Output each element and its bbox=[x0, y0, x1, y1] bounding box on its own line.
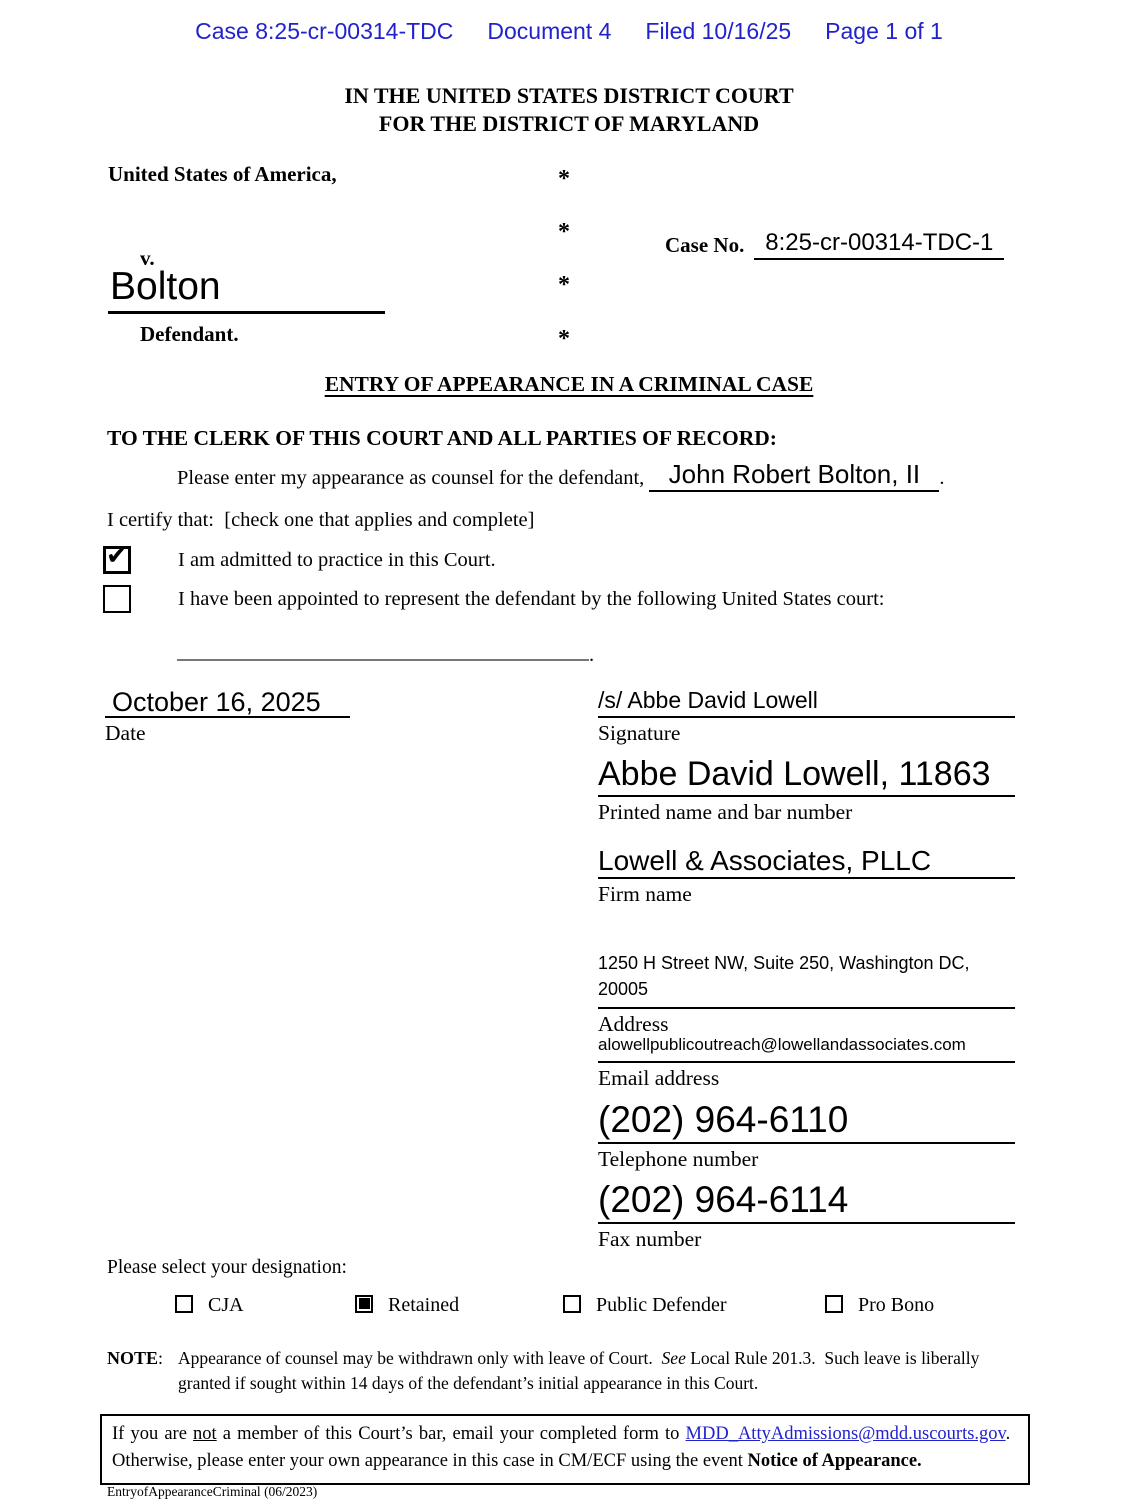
firm-name-field bbox=[598, 844, 1015, 907]
designation-option-retained bbox=[355, 1294, 459, 1317]
notice-of-appearance-bold: Notice of Appearance. bbox=[747, 1451, 922, 1471]
counsel-for-field: John Robert Bolton, II bbox=[649, 461, 939, 492]
address-label: Address bbox=[598, 1012, 669, 1036]
note-label: NOTE: bbox=[107, 1348, 164, 1368]
bar-membership-box bbox=[100, 1414, 1030, 1485]
salutation-line: TO THE CLERK OF THIS COURT AND ALL PARTIES OF RECORD: bbox=[107, 426, 777, 450]
stamp-filed-date: Filed 10/16/25 bbox=[645, 18, 792, 44]
bar-box-line2: Otherwise, please enter your own appearance in this case in CM/ECF using the event Notice of Appearance. bbox=[112, 1451, 922, 1471]
designation-prompt: Please select your designation: bbox=[107, 1257, 347, 1278]
caption-asterisk: * bbox=[558, 272, 570, 298]
firm-name-value: Lowell & Associates, PLLC bbox=[598, 844, 1015, 879]
retained-label: Retained bbox=[388, 1294, 460, 1316]
signature-value: /s/ Abbe David Lowell bbox=[598, 686, 1015, 718]
designation-option-public-defender bbox=[563, 1294, 727, 1317]
telephone-label: Telephone number bbox=[598, 1147, 759, 1171]
stamp-page-number: Page 1 of 1 bbox=[825, 18, 943, 44]
telephone-field bbox=[598, 1099, 1015, 1172]
court-heading bbox=[0, 82, 1138, 138]
designation-option-pro-bono bbox=[825, 1294, 934, 1317]
email-field bbox=[598, 1033, 1015, 1091]
certification-appointed-row bbox=[103, 585, 884, 613]
cja-checkbox bbox=[175, 1295, 193, 1313]
signature-label: Signature bbox=[598, 721, 681, 745]
blank-write-line bbox=[177, 641, 589, 661]
appearance-lead-text: Please enter my appearance as counsel for the defendant, bbox=[177, 467, 645, 489]
retained-checkbox bbox=[355, 1295, 373, 1313]
pro-bono-checkbox bbox=[825, 1295, 843, 1313]
date-label: Date bbox=[105, 721, 146, 745]
case-number-label: Case No. bbox=[665, 233, 745, 257]
fax-label: Fax number bbox=[598, 1227, 702, 1251]
public-defender-checkbox bbox=[563, 1295, 581, 1313]
certify-instruction: I certify that: [check one that applies and complete] bbox=[107, 509, 535, 531]
case-number-value: 8:25-cr-00314-TDC-1 bbox=[754, 230, 1004, 260]
sentence-period: . bbox=[939, 467, 945, 489]
date-field bbox=[105, 688, 350, 746]
defendant-name-field: Bolton bbox=[108, 262, 385, 314]
caption-asterisk: * bbox=[558, 326, 570, 352]
court-heading-line2: FOR THE DISTRICT OF MARYLAND bbox=[378, 111, 760, 136]
case-caption bbox=[105, 158, 1033, 362]
public-defender-label: Public Defender bbox=[596, 1294, 727, 1316]
designation-option-cja bbox=[175, 1294, 244, 1317]
printed-name-label: Printed name and bar number bbox=[598, 800, 853, 824]
blank-line-period: . bbox=[589, 644, 595, 666]
date-value: October 16, 2025 bbox=[105, 688, 350, 718]
stamp-document-number: Document 4 bbox=[487, 18, 612, 44]
bar-box-line1: If you are not a member of this Court’s bar, email your completed form to MDD_AttyAdmissions@mdd.uscourts.gov. bbox=[112, 1424, 1011, 1444]
admitted-checkbox bbox=[103, 541, 131, 574]
form-version-footer: EntryofAppearanceCriminal (06/2023) bbox=[107, 1484, 318, 1499]
note-paragraph bbox=[107, 1346, 1012, 1396]
email-label: Email address bbox=[598, 1066, 720, 1090]
versus-label: v. bbox=[140, 246, 155, 270]
signature-field bbox=[598, 686, 1015, 746]
check-icon: ✔ bbox=[106, 541, 128, 571]
pro-bono-label: Pro Bono bbox=[858, 1294, 935, 1316]
stamp-case-number: Case 8:25-cr-00314-TDC bbox=[195, 18, 454, 44]
ecf-header-stamp bbox=[0, 18, 1138, 45]
email-value: alowellpublicoutreach@lowellandassociates.com bbox=[598, 1033, 1015, 1063]
court-heading-line1: IN THE UNITED STATES DISTRICT COURT bbox=[344, 83, 794, 108]
defendant-label: Defendant. bbox=[140, 322, 239, 346]
printed-name-field bbox=[598, 754, 1015, 825]
admissions-email-link[interactable]: MDD_AttyAdmissions@mdd.uscourts.gov bbox=[685, 1424, 1006, 1444]
firm-name-label: Firm name bbox=[598, 882, 692, 906]
note-text: Appearance of counsel may be withdrawn only with leave of Court. See Local Rule 201.3. Such leave is liberally granted if sought within 14 days of the defendant’s initial appearance in this Court. bbox=[178, 1348, 980, 1393]
caption-asterisk: * bbox=[558, 219, 570, 245]
admitted-label: I am admitted to practice in this Court. bbox=[178, 549, 496, 571]
document-title: ENTRY OF APPEARANCE IN A CRIMINAL CASE bbox=[324, 372, 814, 396]
address-value: 1250 H Street NW, Suite 250, Washington DC, 20005 bbox=[598, 950, 1015, 1009]
plaintiff-name: United States of America, bbox=[108, 162, 337, 186]
see-italic: See bbox=[661, 1348, 686, 1368]
fax-field bbox=[598, 1179, 1015, 1252]
telephone-value: (202) 964-6110 bbox=[598, 1099, 1015, 1144]
appointed-label: I have been appointed to represent the defendant by the following United States court: bbox=[178, 588, 885, 610]
fax-value: (202) 964-6114 bbox=[598, 1179, 1015, 1224]
appointing-court-blank bbox=[177, 641, 594, 667]
caption-asterisk: * bbox=[558, 166, 570, 192]
appearance-paragraph bbox=[107, 461, 1033, 492]
checked-square-icon bbox=[359, 1298, 370, 1309]
address-field bbox=[598, 950, 1015, 1037]
designation-options-row bbox=[105, 1294, 1035, 1328]
certification-admitted-row bbox=[103, 541, 496, 574]
appointed-checkbox bbox=[103, 585, 131, 613]
case-number-field bbox=[665, 230, 1004, 260]
printed-name-value: Abbe David Lowell, 11863 bbox=[598, 754, 1015, 797]
cja-label: CJA bbox=[208, 1294, 244, 1316]
not-underlined: not bbox=[193, 1424, 217, 1444]
